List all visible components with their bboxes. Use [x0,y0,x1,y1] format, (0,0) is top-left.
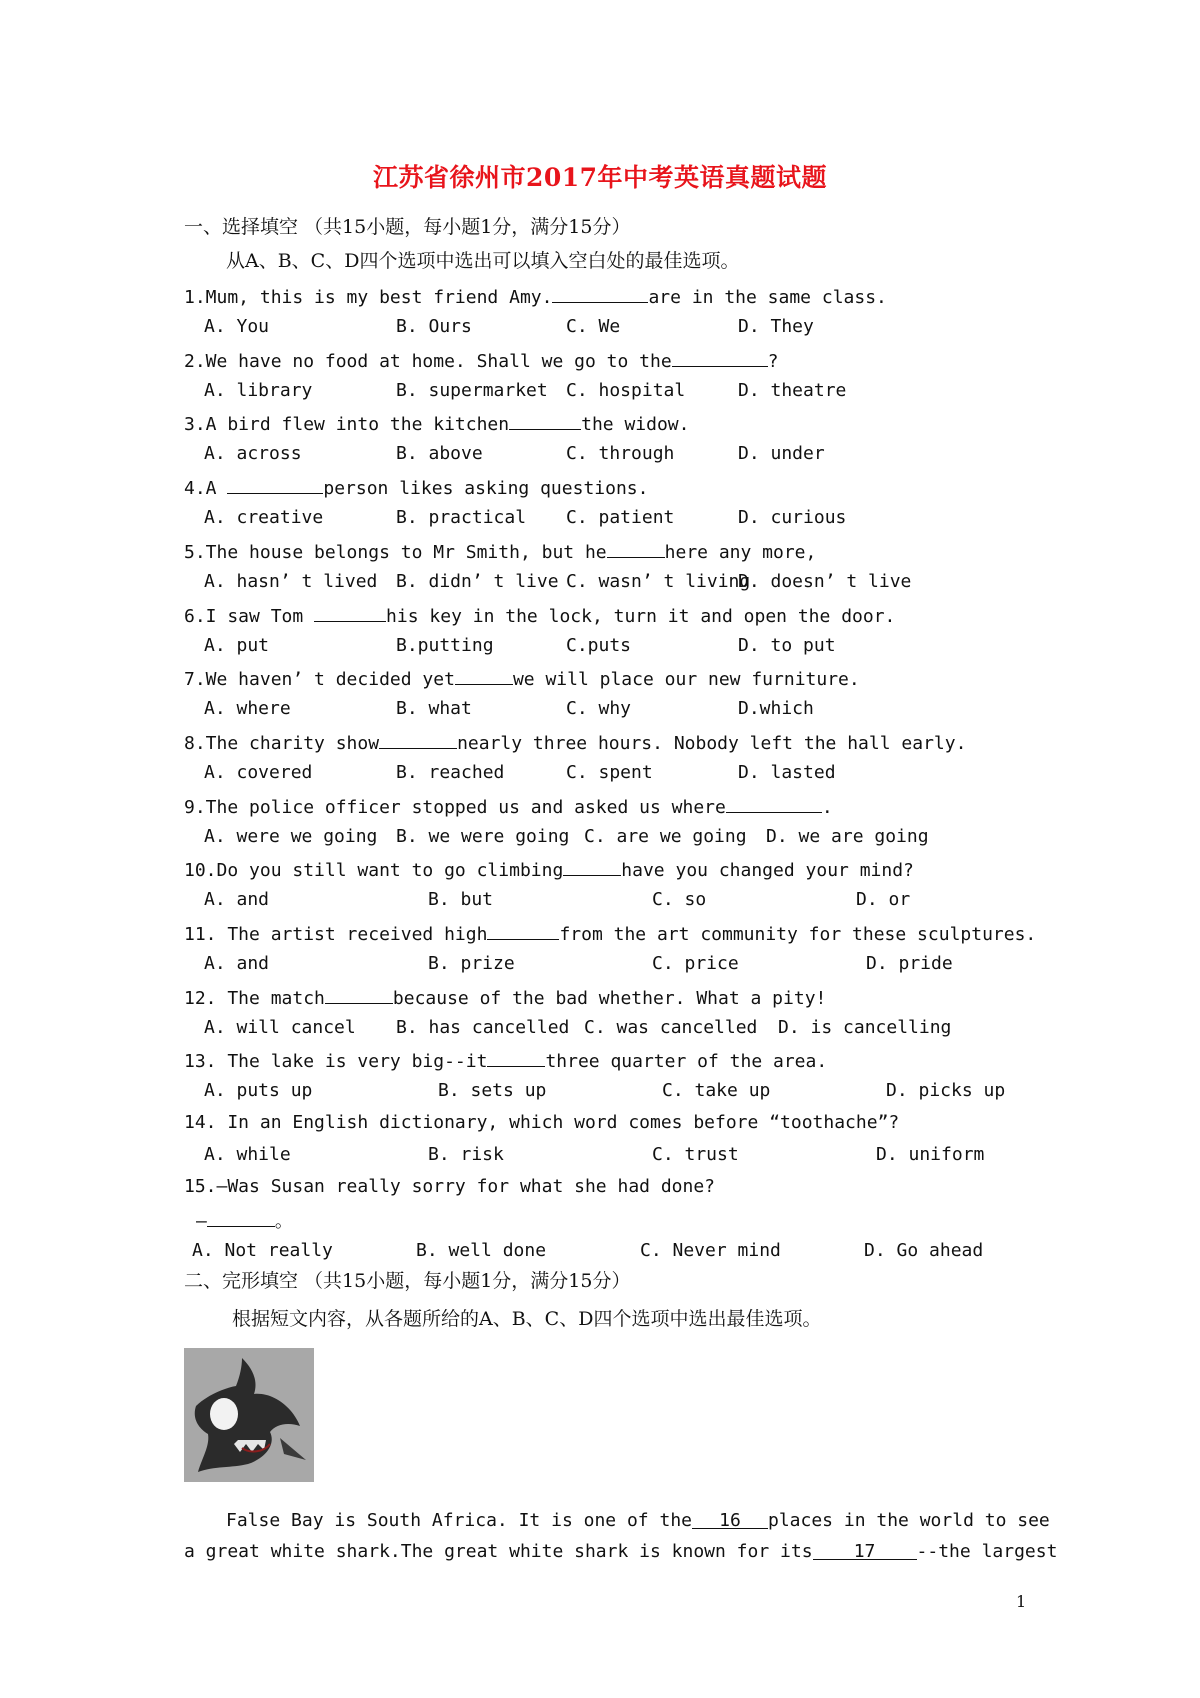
question-stem: 9.The police officer stopped us and asked us where [184,797,726,818]
section2-heading: 二、完形填空 （共15小题，每小题1分，满分15分） [184,1270,631,1292]
option-d[interactable]: D. curious [738,507,847,528]
option-c[interactable]: C. wasn’ t living [566,571,751,592]
option-c[interactable]: C. through [566,443,675,464]
option-c[interactable]: C. so [652,889,707,910]
question-stem: his key in the lock, turn it and open the door. [386,606,896,627]
page-title: 江苏省徐州市2017年中考英语真题试题 [372,163,828,192]
option-d[interactable]: D. is cancelling [778,1017,952,1038]
section1-instruction: 从A、B、C、D四个选项中选出可以填入空白处的最佳选项。 [226,250,740,272]
question-stem: 11. The artist received high [184,924,488,945]
option-a[interactable]: A. library [204,380,313,401]
option-d[interactable]: D. we are going [766,826,929,847]
question-5 [184,539,816,564]
question-stem: we will place our new furniture. [512,669,860,690]
option-a[interactable]: A. hasn’ t lived [204,571,378,592]
option-d[interactable]: D. under [738,443,825,464]
question-13 [184,1048,827,1073]
answer-blank[interactable] [455,666,513,685]
option-c[interactable]: C. take up [662,1080,771,1101]
option-a[interactable]: A. puts up [204,1080,313,1101]
answer-blank[interactable] [509,411,581,430]
question-7 [184,666,860,691]
passage-text: a great white shark.The great white shark is known for its [184,1541,813,1562]
question-stem: nearly three hours. Nobody left the hall early. [457,733,967,754]
reply-dash: — [196,1211,207,1232]
option-b[interactable]: B.putting [396,635,494,656]
question-stem: here any more, [664,542,817,563]
question-stem: 10.Do you still want to go climbing [184,860,564,881]
passage-line-1 [226,1510,1050,1532]
blank-17[interactable]: 17 [813,1541,917,1560]
question-stem: 3.A bird flew into the kitchen [184,414,510,435]
question-stem: three quarter of the area. [545,1051,828,1072]
question-stem: the widow. [581,414,690,435]
option-d[interactable]: D. lasted [738,762,836,783]
question-stem: 1.Mum, this is my best friend Amy. [184,287,553,308]
answer-blank[interactable] [563,857,621,876]
answer-blank[interactable] [379,730,457,749]
question-2 [184,348,779,373]
question-stem: 6.I saw Tom [184,606,315,627]
option-d[interactable]: D. pride [866,953,953,974]
option-a[interactable]: A. where [204,698,291,719]
option-c[interactable]: C. trust [652,1144,739,1165]
option-c[interactable]: C. are we going [584,826,747,847]
option-a[interactable]: A. put [204,635,270,656]
question-stem: 2.We have no food at home. Shall we go to the [184,351,672,372]
option-d[interactable]: D. Go ahead [864,1240,984,1261]
option-b[interactable]: B. supermarket [396,380,548,401]
option-a[interactable]: A. while [204,1144,291,1165]
option-b[interactable]: B. well done [416,1240,547,1261]
passage-text: places in the world to see [768,1510,1050,1531]
answer-blank[interactable] [552,284,648,303]
question-15 [184,1176,715,1198]
question-3 [184,411,689,436]
question-stem: 13. The lake is very big--it [184,1051,488,1072]
option-c[interactable]: C. hospital [566,380,686,401]
option-d[interactable]: D. doesn’ t live [738,571,912,592]
option-d[interactable]: D.which [738,698,814,719]
question-stem: 12. The match [184,988,325,1009]
question-stem: because of the bad whether. What a pity! [392,988,827,1009]
option-a[interactable]: A. were we going [204,826,378,847]
option-b[interactable]: B. what [396,698,472,719]
question-stem: ? [767,351,779,372]
option-b[interactable]: B. practical [396,507,527,528]
passage-text: --the largest [916,1541,1058,1562]
reply-end: 。 [274,1211,293,1232]
option-d[interactable]: D. or [856,889,911,910]
question-12 [184,985,826,1010]
option-b[interactable]: B. but [428,889,494,910]
question-stem: person likes asking questions. [323,478,649,499]
option-d[interactable]: D. theatre [738,380,847,401]
question-10 [184,857,914,882]
option-b[interactable]: B. above [396,443,483,464]
option-c[interactable]: C. We [566,316,621,337]
option-d[interactable]: D. They [738,316,814,337]
question-11 [184,921,1036,946]
question-stem: 7.We haven’ t decided yet [184,669,455,690]
answer-blank[interactable] [726,794,822,813]
option-c[interactable]: C. why [566,698,632,719]
option-b[interactable]: B. sets up [438,1080,547,1101]
question-stem: 15.—Was Susan really sorry for what she had done? [184,1176,716,1197]
passage-text: False Bay is South Africa. It is one of the [226,1510,692,1531]
question-stem: 8.The charity show [184,733,380,754]
option-c[interactable]: C. Never mind [640,1240,781,1261]
question-9 [184,794,833,819]
option-c[interactable]: C. price [652,953,739,974]
option-a[interactable]: A. and [204,953,270,974]
option-b[interactable]: B. risk [428,1144,504,1165]
option-a[interactable]: A. across [204,443,302,464]
section2-instruction: 根据短文内容，从各题所给的A、B、C、D四个选项中选出最佳选项。 [232,1308,822,1330]
option-a[interactable]: A. You [204,316,270,337]
answer-blank[interactable] [672,348,768,367]
page-number: 1 [1016,1592,1027,1611]
answer-blank[interactable] [487,921,559,940]
option-b[interactable]: B. has cancelled [396,1017,570,1038]
option-a[interactable]: A. creative [204,507,324,528]
answer-blank[interactable] [487,1048,545,1067]
option-c[interactable]: C.puts [566,635,632,656]
question-1 [184,284,887,309]
question-14 [184,1112,899,1134]
question-stem: from the art community for these sculptures. [559,924,1037,945]
question-stem: 14. In an English dictionary, which word comes before “toothache”? [184,1112,900,1133]
answer-blank[interactable] [325,985,393,1004]
question-8 [184,730,966,755]
question-stem: have you changed your mind? [621,860,914,881]
option-d[interactable]: D. picks up [886,1080,1006,1101]
question-stem: 5.The house belongs to Mr Smith, but he [184,542,607,563]
option-b[interactable]: B. prize [428,953,515,974]
question-4 [184,475,648,500]
option-b[interactable]: B. Ours [396,316,472,337]
option-a[interactable]: A. will cancel [204,1017,356,1038]
answer-blank[interactable] [314,603,386,622]
question-stem: 4.A [184,478,228,499]
option-c[interactable]: C. spent [566,762,653,783]
option-b[interactable]: B. we were going [396,826,570,847]
option-b[interactable]: B. didn’ t live [396,571,559,592]
answer-blank[interactable] [207,1208,275,1227]
question-stem: are in the same class. [648,287,887,308]
option-a[interactable]: A. Not really [192,1240,333,1261]
answer-blank[interactable] [607,539,665,558]
option-b[interactable]: B. reached [396,762,505,783]
option-c[interactable]: C. was cancelled [584,1017,758,1038]
option-d[interactable]: D. to put [738,635,836,656]
option-a[interactable]: A. covered [204,762,313,783]
question-stem: . [821,797,833,818]
option-a[interactable]: A. and [204,889,270,910]
blank-16[interactable]: 16 [692,1510,768,1529]
option-c[interactable]: C. patient [566,507,675,528]
passage-line-2 [184,1541,1057,1563]
question-6 [184,603,895,628]
q15-reply [196,1208,293,1233]
shark-image [184,1348,314,1482]
answer-blank[interactable] [227,475,323,494]
option-d[interactable]: D. uniform [876,1144,985,1165]
section1-heading: 一、选择填空 （共15小题，每小题1分，满分15分） [184,216,631,238]
